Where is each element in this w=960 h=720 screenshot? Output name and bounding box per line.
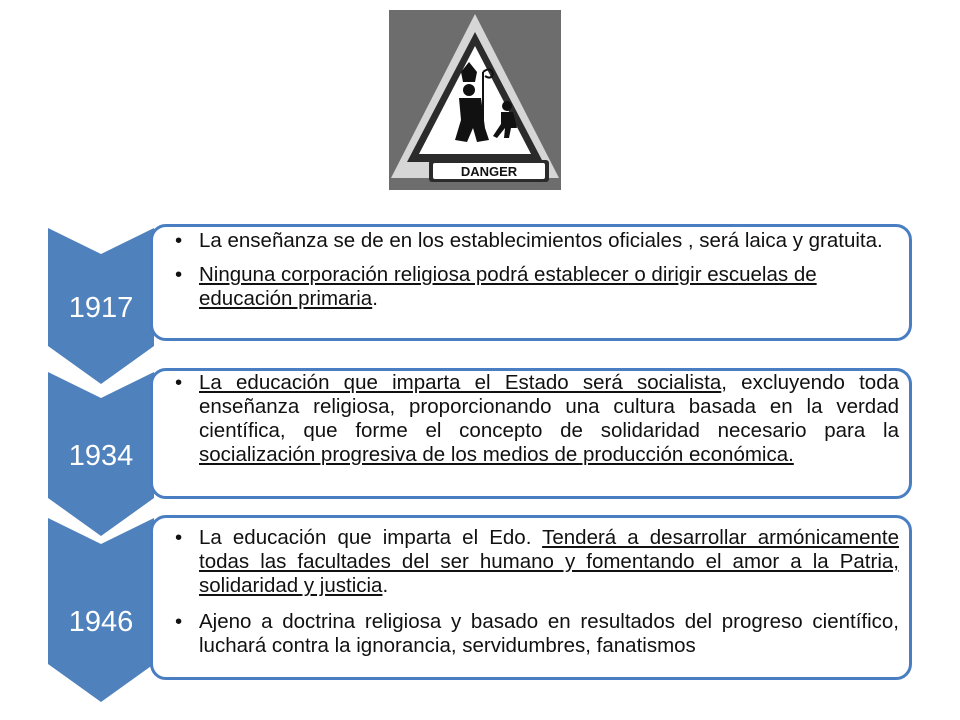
bullet-item [153,263,909,311]
danger-sign-icon [389,10,561,190]
text-segment: . [372,287,378,310]
bullet-item [153,526,909,598]
sign-label: DANGER [460,164,518,179]
bullet-dot-icon: • [175,610,183,633]
underlined-text: socialización progresiva de los medios de producción económica. [199,443,794,466]
text-segment: La educación que imparta el Edo. [199,526,543,549]
year-label: 1917 [68,292,134,324]
text-box-1934 [150,368,912,499]
bullet-dot-icon: • [175,371,183,394]
text-box-1946 [150,515,912,680]
bullet-list-1946 [153,526,909,658]
danger-sign-image [389,10,561,190]
bullet-item [153,229,909,253]
bullet-dot-icon: • [175,263,183,286]
underlined-text: La educación que imparta el Estado será socialista [199,371,722,394]
bullet-list-1917 [153,229,909,311]
chevron-1917 [48,228,154,384]
text-segment: , excluyendo toda enseñanza religiosa, proporcionando una cultura basada en la verdad científica, que forme el concepto de solidaridad necesario para la [199,371,899,442]
text-box-1917 [150,224,912,341]
text-segment: Ajeno a doctrina religiosa y basado en resultados del progreso científico, luchará contra la ignorancia, servidumbres, fanatismos [199,610,899,657]
underlined-text: Ninguna corporación religiosa podrá establecer o dirigir escuelas de educación primaria [199,263,817,310]
bullet-item [153,610,909,658]
text-segment: . [382,574,389,597]
text-segment: La enseñanza se de en los establecimientos oficiales , será laica y gratuita. [199,229,883,252]
chevron-1946 [48,518,154,702]
bullet-dot-icon: • [175,229,183,252]
year-label: 1934 [68,440,134,472]
bullet-list-1934 [153,371,909,467]
chevron-1934 [48,372,154,536]
underlined-text: Tenderá a desarrollar armónicamente todas las facultades del ser humano y fomentando el amor a la Patria, solidaridad y justicia [199,526,899,597]
bullet-item [153,371,909,467]
year-label: 1946 [68,606,134,638]
bullet-dot-icon: • [175,526,183,549]
